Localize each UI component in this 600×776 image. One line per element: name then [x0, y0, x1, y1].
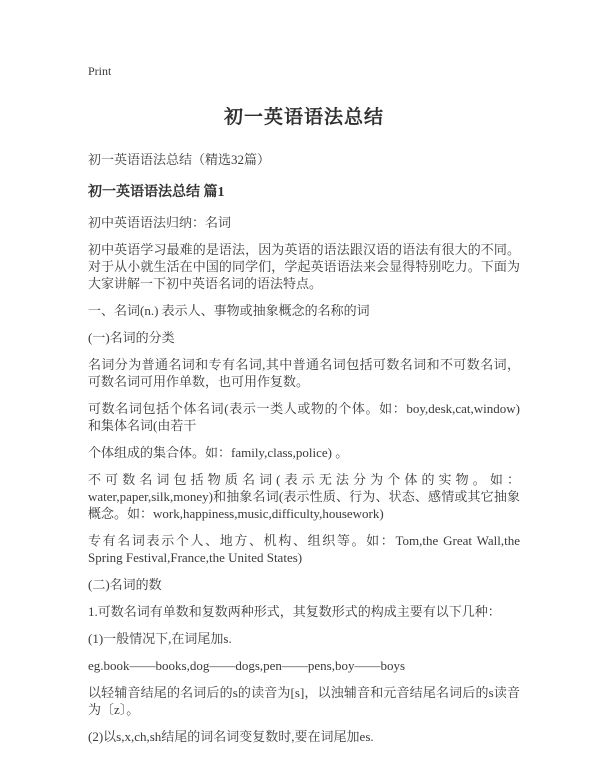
paragraph: 个体组成的集合体。如：family,class,police) 。 — [88, 445, 349, 460]
print-button[interactable]: Print — [88, 64, 112, 78]
paragraph: 初中英语语法归纳：名词 — [88, 215, 232, 230]
paragraph: (2)以s,x,ch,sh结尾的词名词变复数时,要在词尾加es. — [88, 729, 374, 744]
paragraph: 一、名词(n.) 表示人、事物或抽象概念的名称的词 — [88, 303, 370, 318]
paragraph: (一)名词的分类 — [88, 330, 175, 345]
paragraph: (1)一般情况下,在词尾加s. — [88, 631, 232, 646]
paragraph: 初中英语学习最难的是语法，因为英语的语法跟汉语的语法有很大的不同。对于从小就生活在中国的同学们，学起英语语法来会显得特别吃力。下面为大家讲解一下初中英语名词的语法特点。 — [88, 242, 520, 291]
paragraph: 名词分为普通名词和专有名词,其中普通名词包括可数名词和不可数名词，可数名词可用作单数，也可用作复数。 — [88, 357, 520, 389]
paragraph: 不可数名词包括物质名词(表示无法分为个体的实物。如：water,paper,silk,money)和抽象名词(表示性质、行为、状态、感情或其它抽象概念。如：work,happiness,music,difficulty,housework) — [88, 472, 520, 521]
paragraph: 专有名词表示个人、地方、机构、组织等。如：Tom,the Great Wall,the Spring Festival,France,the United States) — [88, 533, 520, 565]
paragraph: eg.book——books,dog——dogs,pen——pens,boy——boys — [88, 658, 406, 673]
paragraph: (二)名词的数 — [88, 577, 162, 592]
paragraph: 以轻辅音结尾的名词后的s的读音为[s]，以浊辅音和元音结尾名词后的s读音为〔z〕。 — [88, 685, 520, 717]
paragraph: 可数名词包括个体名词(表示一类人或物的个体。如：boy,desk,cat,window) 和集体名词(由若干 — [88, 401, 520, 433]
article-subtitle: 初一英语语法总结（精选32篇） — [88, 152, 271, 167]
section-heading: 初一英语语法总结 篇1 — [88, 185, 225, 200]
paragraph: 1.可数名词有单数和复数两种形式，其复数形式的构成主要有以下几种： — [88, 604, 501, 619]
page-title: 初一英语语法总结 — [223, 107, 384, 128]
